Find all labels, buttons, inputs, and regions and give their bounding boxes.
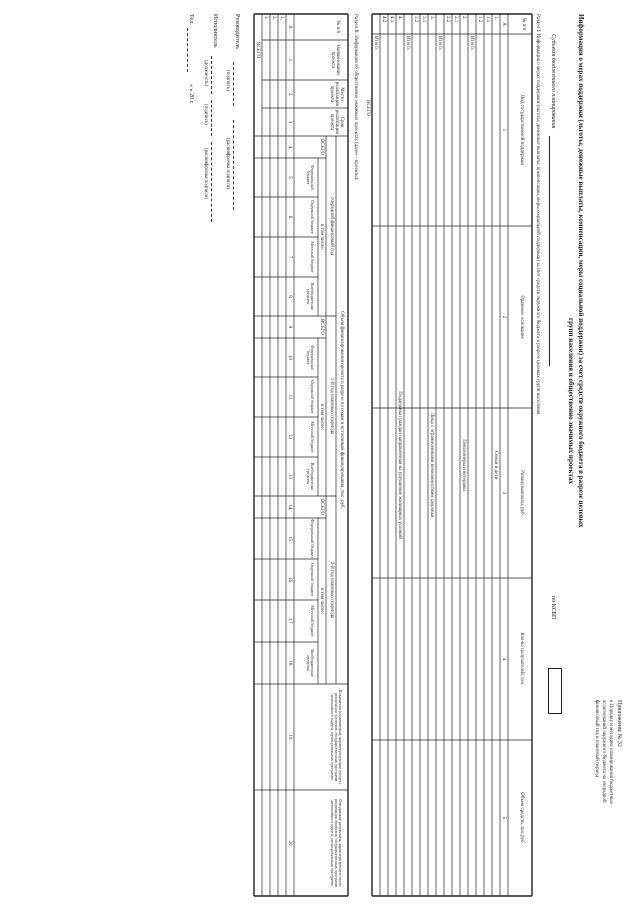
section2-colnum: 13 <box>287 474 292 479</box>
section2-header-place: Место реализации проекта <box>329 81 344 107</box>
section2-header-year2: 2-й год планового периода <box>329 561 334 619</box>
section1-group-label: Лица с ограниченными возможностями здоровья <box>429 412 434 518</box>
section2-header-total: ВСЕГО <box>319 318 324 336</box>
section1-row-num: 1.2 <box>477 16 482 23</box>
signature-date: « » 20 г. <box>188 84 194 104</box>
section2-colnum: 4 <box>287 145 292 149</box>
section1-header-num: № п/п <box>521 17 526 31</box>
section1-row-num: 3.1 <box>421 16 426 23</box>
section2-colnum: 7 <box>287 255 292 259</box>
section2-colnum: 11 <box>287 394 292 400</box>
section1-group-label: Семьи и дети <box>493 450 498 480</box>
section2-colnum: 1 <box>287 58 292 62</box>
section2-colnum: 10 <box>287 355 292 360</box>
section1-total-label: ВСЕГО <box>365 100 370 117</box>
section1-header-count: Кол-во получателей, чел. <box>519 632 524 686</box>
signature-head-decode-caption: (расшифровка подписи) <box>225 138 230 190</box>
section1-row-num: 2. <box>461 16 466 20</box>
section1-colnum: 5 <box>501 816 506 820</box>
section2-colnum: 20 <box>287 840 292 846</box>
appendix-line-3: ассигнований окружного бюджета на очередной <box>601 700 606 803</box>
section1-subtotal-label: Итого: <box>373 36 378 51</box>
signature-phone-line <box>187 28 188 72</box>
section2-colnum: 15 <box>287 536 292 541</box>
section2-source: Федеральный бюджет <box>305 165 315 190</box>
section2-colnum: 8 <box>287 295 292 298</box>
section1-subtotal-label: Итого: <box>405 36 410 51</box>
signature-executor-decode-line <box>211 142 212 222</box>
section1-colnum: А <box>501 22 506 26</box>
section2-source: Местный бюджет <box>310 241 315 273</box>
section2-source: Внебюджетные средства <box>305 462 315 491</box>
section2-source: Окружной бюджет <box>310 562 315 597</box>
section1-row-num: 1.1 <box>485 16 490 23</box>
signature-executor-sig-caption: (подпись) <box>203 104 208 125</box>
section2-header-num: № п/п <box>335 20 340 34</box>
section2-colnum: 12 <box>287 434 292 440</box>
section2-total-label: ВСЕГО <box>255 42 260 59</box>
section2-colnum: 3 <box>287 120 292 124</box>
section1-row-num: 3. <box>429 16 434 20</box>
section1-row-num: 2.2 <box>445 16 450 23</box>
section1-group-label: Поддержка граждан направленная на улучшение жилищных условий <box>397 391 402 539</box>
section1-header-amount: Размер выплаты, руб. <box>519 470 524 516</box>
section1-header-program: Вид государственной поддержки <box>519 94 524 166</box>
signature-executor-pos-line <box>211 56 212 94</box>
section2-colnum: 14 <box>287 504 292 510</box>
section2-source: Внебюджетные средства <box>305 282 315 311</box>
section2-source: Местный бюджет <box>310 605 315 637</box>
section2-header-term: Срок реализации проекта <box>329 109 344 135</box>
signature-head-decode-line <box>233 120 234 210</box>
section2-header-total: ВСЕГО <box>319 138 324 156</box>
signature-head-line <box>233 62 234 106</box>
signature-head-sig-caption: (подпись) <box>225 70 230 91</box>
section1-row-num: 4.1 <box>389 16 394 23</box>
section2-source: Федеральный бюджет <box>305 345 315 370</box>
section2-colnum: 16 <box>287 577 292 582</box>
signature-head-label: Руководитель <box>234 14 240 49</box>
section2-source: Внебюджетные средства <box>305 649 315 677</box>
section1-subtotal-label: Итого: <box>469 36 474 51</box>
section2-header-incl: в том числе: <box>319 403 324 431</box>
section1-colnum: 4 <box>501 657 506 661</box>
signature-executor-pos-caption: (должность) <box>203 60 208 87</box>
section2-header-year1: 1-й год планового периода <box>329 377 334 435</box>
section1-header-volume: Объем средств, тыс.руб. <box>519 792 524 844</box>
document-title-line-2: групп населения и общественно значимых проектах <box>567 318 575 485</box>
section1-subtotal-label: Итого: <box>437 36 442 51</box>
signature-phone-label: Тел. <box>188 14 194 25</box>
signature-executor-decode-caption: (расшифровка подписи) <box>203 148 208 200</box>
appendix-line-4: финансовый год и плановый период <box>594 700 599 778</box>
section1-group-label: Пенсионеры и ветераны <box>461 439 466 491</box>
signature-executor-label: Исполнитель <box>212 14 218 48</box>
section2-title: Раздел II. Информация об общественно значимых проектах (далее - проекты). <box>353 14 358 181</box>
section2-colnum: 19 <box>287 734 292 740</box>
section2-row-num: 2. <box>271 16 276 20</box>
section1-row-num: 4.2 <box>381 16 386 23</box>
section1-title: Раздел I. Информация о мерах поддержки (льготы, денежные выплаты, компенсации, меры социальной поддержки) за счет средств окружного бюджета в разрезе целевых групп населения. <box>535 14 540 416</box>
section2-row-num: 1. <box>279 16 284 20</box>
section2-row-num: 3. <box>263 16 268 20</box>
section2-header-financing: Объем финансирования проекта в разрезе по годам и источникам финансирования, тыс. руб. <box>339 311 344 509</box>
section2-header-incl: в том числе: <box>319 587 324 615</box>
section1-colnum: 3 <box>501 491 506 495</box>
section2-colnum: 17 <box>287 618 292 624</box>
subject-label: Субъект бюджетного планирования <box>550 34 556 129</box>
subject-code-label: по КСБП <box>550 596 556 620</box>
section2-colnum: 6 <box>287 215 292 219</box>
section2-colnum: 18 <box>287 660 292 666</box>
section2-header-year0: очередной финансовый год <box>329 196 334 256</box>
section1-colnum: 2 <box>501 315 506 319</box>
section1-header-legal: Правовое основание <box>519 295 524 339</box>
section1-row-num: 2.1 <box>453 16 458 23</box>
appendix-line-2: к Порядку и методике планирования бюджетных <box>608 700 613 805</box>
section2-colnum: 9 <box>287 325 292 329</box>
section2-colnum: 5 <box>287 176 292 179</box>
document-title-line-1: Информация о мерах поддержки (льготы, денежные выплаты, компенсации, меры социальной поддержки) за счет средств окружного бюджета в разрезе целевых <box>577 14 585 528</box>
section2-source: Окружной бюджет <box>310 200 315 234</box>
section2-header-total: ВСЕГО <box>319 498 324 516</box>
section2-source: Федеральный бюджет <box>310 518 315 559</box>
section2-source: Окружной бюджет <box>310 380 315 414</box>
section2-colnum: А <box>287 25 292 29</box>
section2-header-indicators: Показатели (индикаторы), характеризующие процесс реализации проектов, государственных программ автономного округа, муниципальных программ <box>329 689 343 785</box>
section2-source: Местный бюджет <box>310 421 315 453</box>
section2-header-name: Наименование проекта <box>330 44 340 76</box>
appendix-line-1: Приложение № 32 <box>616 700 622 747</box>
section1-colnum: 1 <box>501 128 506 132</box>
signature-executor-sig-line <box>211 100 212 136</box>
section1-row-num: 1. <box>493 16 498 20</box>
section2-colnum: 2 <box>287 92 292 96</box>
section2-header-incl: в том числе: <box>319 223 324 251</box>
section1-row-num: 3.2 <box>413 16 418 23</box>
section1-row-num: 4. <box>397 16 402 20</box>
section2-header-expected: Ожидаемые результаты, характеризующие итоги реализации проектов, государственных программ автономного округа, муниципальных программ <box>329 798 343 888</box>
